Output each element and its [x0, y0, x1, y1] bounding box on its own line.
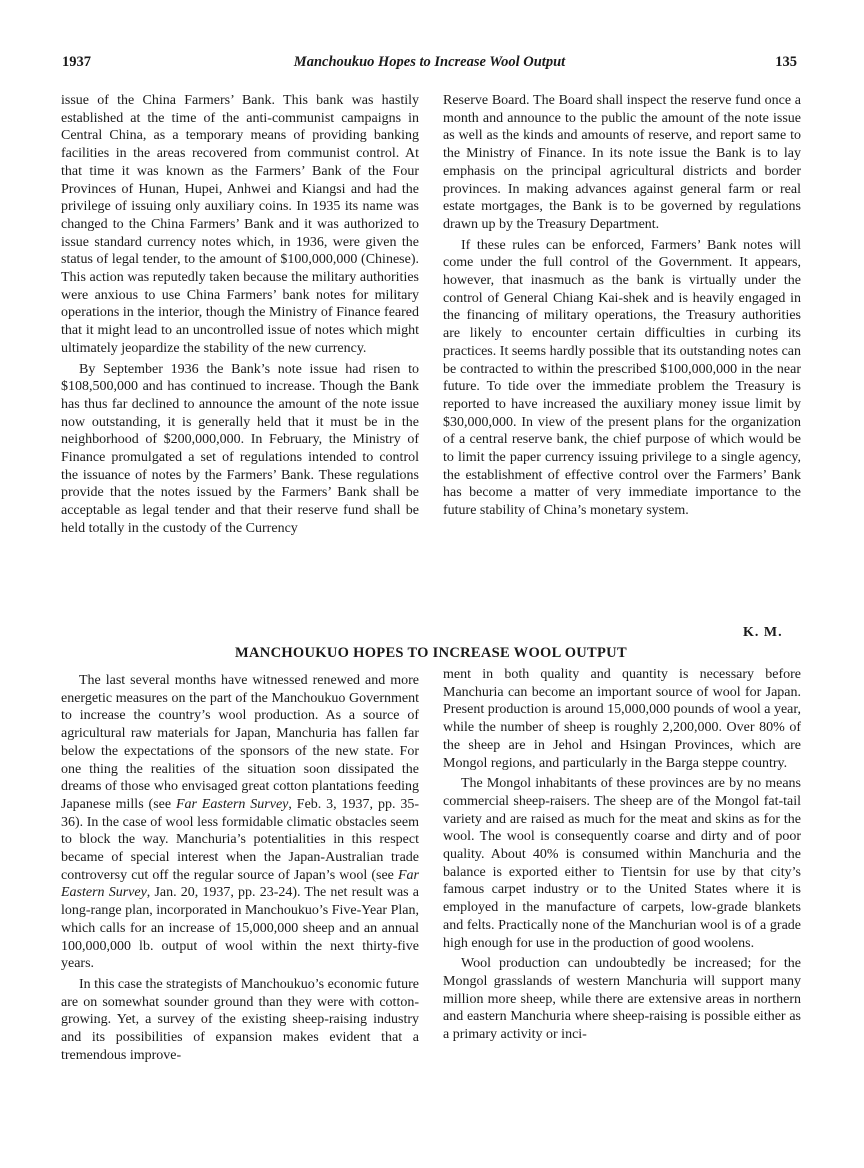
text-run: The last several months have witnessed renewed and more energetic measures on the part of the Manchoukuo Government to increase the country’s wool production. As a source of agricultural raw materials for Japan, Manchuria has fallen far below the expectations of the sponsors of the new state. For one thing the realities of the situation soon dissipated the dreams of those who envisaged great cotton plantations feeding Japanese mills (see	[61, 673, 419, 812]
previous-article-left-column	[61, 92, 419, 541]
article-left-column	[61, 672, 419, 1067]
article-right-column	[443, 666, 801, 1047]
paragraph: The Mongol inhabitants of these provinces are by no means commercial sheep-raisers. The sheep are of the Mongol fat-tail variety and are raised as much for the meat and skins as for the wool. The wool is consequently coarse and dirty and of poor quality. About 40% is consumed within Manchuria and the balance is exported either to Tientsin for use by that city’s famous carpet industry or to the United States where it is employed in the manufacture of carpets, low-grade blankets and felts. Practically none of the Manchurian wool is of a grade high enough for use in the production of good woolens.	[443, 776, 801, 951]
header-year: 1937	[62, 54, 91, 70]
article-title: MANCHOUKUO HOPES TO INCREASE WOOL OUTPUT	[235, 645, 627, 661]
text-run: , Feb. 3, 1937, pp. 35-36). In the case of wool less formidable climatic obstacles seem to block the way. Manchuria’s potentialities in this respect became of special interest when the Japan-Australian trade controversy cut off the regular source of Japan’s wool (see	[61, 796, 419, 883]
paragraph: Reserve Board. The Board shall inspect the reserve fund once a month and announce to the public the amount of the note issue as well as the kinds and amounts of reserve, and report same to the Ministry of Finance. In its note issue the Bank is to lay emphasis on the principal agricultural districts and border provinces. In making advances against general farm or real estate mortgages, the Bank is to be governed by regulations drawn up by the Treasury Department.	[443, 93, 801, 232]
paragraph: issue of the China Farmers’ Bank. This bank was hastily established at the time of the anti-communist campaigns in Central China, as a temporary means of providing banking facilities in the areas recovered from communist control. At that time it was known as the Farmers’ Bank of the Four Provinces of Hunan, Hupei, Anhwei and Kiangsi and had the privilege of issuing only auxiliary coins. In 1935 its name was changed to the China Farmers’ Bank and it was authorized to issue standard currency notes which, in 1936, were given the status of legal tender, to the amount of $100,000,000 (Chinese). This action was reputedly taken because the military authorities were anxious to use China Farmers’ bank notes for military operations in the interior, though the Ministry of Finance feared that it might lead to an uncontrolled issue of notes which might ultimately jeopardize the stability of the new currency.	[61, 93, 419, 356]
paragraph: If these rules can be enforced, Farmers’ Bank notes will come under the full control of the Government. It appears, however, that inasmuch as the bank is virtually under the control of General Chiang Kai-shek and is heavily engaged in the financing of military operations, the Treasury authorities are likely to encounter certain difficulties in curbing its practices. It seems hardly possible that its outstanding notes can be contracted to within the prescribed $100,000,000 in the near future. To tide over the immediate problem the Treasury is reported to have increased the auxiliary money issue limit by $30,000,000. In view of the present plans for the organization of a central reserve bank, the chief purpose of which would be to limit the paper currency issuing privilege to a single agency, the establishment of effective control over the Farmers’ Bank has become a matter of very immediate importance to the future stability of China’s monetary system.	[443, 237, 801, 519]
journal-reference: Far Eastern Survey	[175, 796, 289, 812]
paragraph: In this case the strategists of Manchoukuo’s economic future are on somewhat sounder ground than they were with cotton-growing. Yet, a survey of the existing sheep-raising industry and its possibilities of expansion makes evident that a tremendous improve-	[61, 976, 419, 1063]
author-signature: K. M.	[743, 625, 783, 640]
header-running-title: Manchoukuo Hopes to Increase Wool Output	[293, 54, 566, 70]
text-run: , Jan. 20, 1937, pp. 23-24). The net result was a long-range plan, incorporated in Manchoukuo’s Five-Year Plan, which calls for an increase of 15,000,000 sheep and an annual 100,000,000 lb. output of wool within the next thirty-five years.	[61, 885, 419, 972]
paragraph: ment in both quality and quantity is necessary before Manchuria can become an important source of wool for Japan. Present production is around 15,000,000 pounds of wool a year, while the number of sheep is roughly 2,200,000. Over 80% of the sheep are in Jehol and Hsingan Provinces, which are Mongol regions, and particularly in the Barga steppe country.	[443, 667, 801, 771]
journal-reference: Far Eastern Survey	[61, 867, 419, 901]
previous-article-right-column	[443, 92, 801, 523]
page-number: 135	[775, 54, 797, 70]
paragraph: By September 1936 the Bank’s note issue had risen to $108,500,000 and has continued to increase. Though the Bank has thus far declined to announce the amount of the note issue now outstanding, it is generally held that it must be in the neighborhood of $200,000,000. In February, the Ministry of Finance promulgated a set of regulations intended to control the issuance of notes by the Farmers’ Bank. These regulations provide that the notes issued by the Farmers’ Bank shall be acceptable as legal tender and that their reserve fund shall be held totally in the custody of the Currency	[61, 361, 419, 536]
paragraph	[61, 672, 419, 973]
paragraph: Wool production can undoubtedly be increased; for the Mongol grasslands of western Manchuria will support many million more sheep, while there are extensive areas in northern and eastern Manchuria where sheep-raising is possible either as a primary activity or inci-	[443, 956, 801, 1043]
running-header	[62, 54, 797, 76]
